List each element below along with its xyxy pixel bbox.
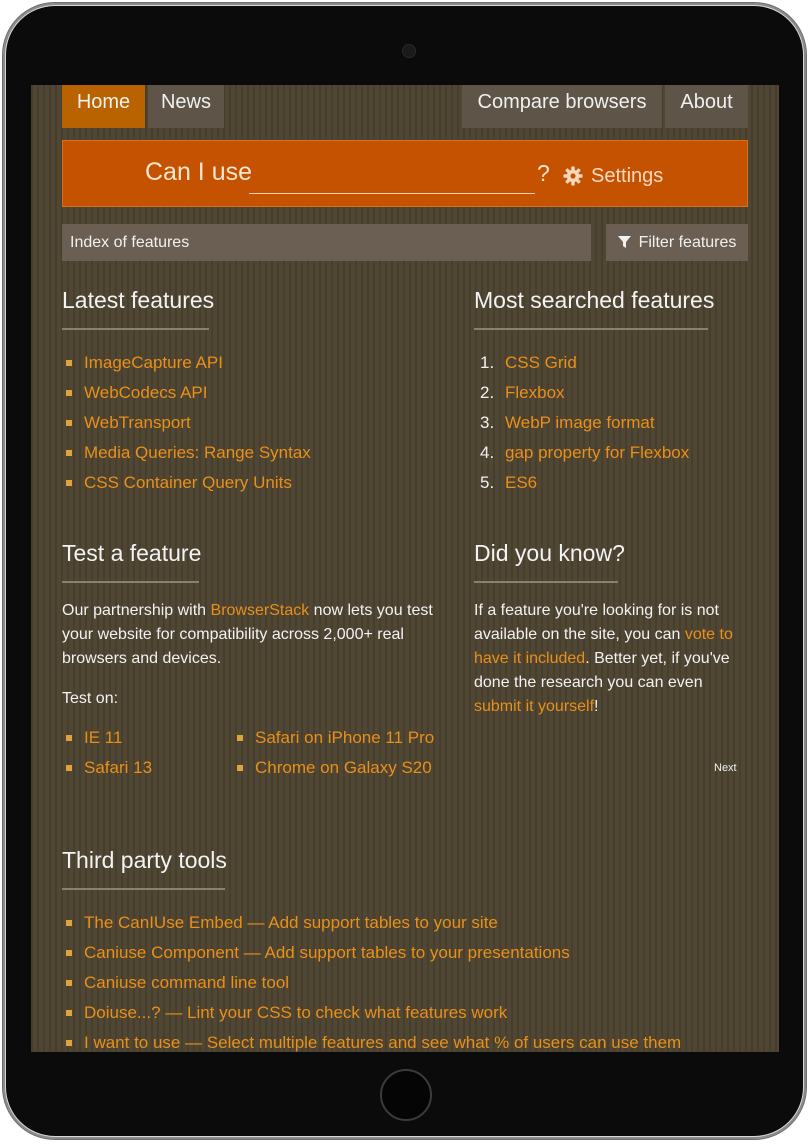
list-item[interactable]: WebTransport (62, 408, 311, 438)
did-you-know-title: Did you know? (474, 540, 618, 583)
camera-icon (402, 44, 416, 58)
top-nav (62, 85, 748, 128)
settings-button[interactable] (563, 161, 663, 191)
list-item[interactable]: 2. Flexbox (480, 383, 565, 402)
submit-link[interactable]: submit it yourself (474, 698, 595, 715)
list-item[interactable]: Caniuse Component — Add support tables to your presentations (62, 938, 681, 968)
settings-label: Settings (591, 164, 664, 187)
search-label: Can I use (145, 158, 253, 186)
index-of-features-link[interactable]: Index of features (62, 224, 591, 261)
nav-about[interactable]: About (665, 85, 748, 128)
filter-icon (618, 236, 631, 249)
search-banner (62, 140, 748, 207)
third-party-tools-title: Third party tools (62, 847, 225, 890)
filter-features-label: Filter features (638, 233, 737, 251)
list-item[interactable]: The CanIUse Embed — Add support tables to your site (62, 908, 681, 938)
list-item[interactable]: Safari 13 (62, 753, 152, 783)
test-on-label: Test on: (62, 690, 119, 707)
nav-compare-browsers[interactable]: Compare browsers (462, 85, 662, 128)
latest-features-list (62, 348, 311, 498)
list-item[interactable]: Doiuse...? — Lint your CSS to check what features work (62, 998, 681, 1028)
third-party-tools-list (62, 908, 681, 1052)
list-item[interactable]: CSS Container Query Units (62, 468, 311, 498)
list-item[interactable]: Chrome on Galaxy S20 (233, 753, 434, 783)
most-searched-title: Most searched features (474, 287, 708, 330)
list-item[interactable]: 1. CSS Grid (480, 353, 577, 372)
nav-news[interactable]: News (148, 85, 224, 128)
vote-link[interactable]: vote to have it included (474, 626, 733, 667)
list-item[interactable]: 3. WebP image format (480, 413, 655, 432)
browserstack-link[interactable]: BrowserStack (210, 602, 310, 619)
list-item[interactable]: ImageCapture API (62, 348, 311, 378)
did-you-know-text: If a feature you're looking for is not available on the site, you can vote to have it included. Better yet, if you've done the research you can even submit it yourself! (474, 602, 733, 715)
test-feature-title: Test a feature (62, 540, 199, 583)
gear-icon (563, 166, 583, 186)
next-button[interactable]: Next (714, 762, 737, 774)
test-browsers-left (62, 723, 152, 783)
list-item[interactable]: Media Queries: Range Syntax (62, 438, 311, 468)
search-input[interactable] (249, 159, 535, 194)
nav-home[interactable]: Home (62, 85, 145, 128)
list-item[interactable]: 5. ES6 (480, 473, 538, 492)
list-item[interactable]: WebCodecs API (62, 378, 311, 408)
screen (31, 85, 779, 1052)
latest-features-title: Latest features (62, 287, 209, 330)
list-item[interactable]: Safari on iPhone 11 Pro (233, 723, 434, 753)
home-button[interactable] (380, 1069, 432, 1121)
filter-features-button[interactable] (606, 224, 748, 261)
test-browsers-right (233, 723, 434, 783)
test-feature-text: Our partnership with BrowserStack now lets you test your website for compatibility across 2,000+ real browsers and devices. (62, 602, 433, 667)
list-item[interactable]: Caniuse command line tool (62, 968, 681, 998)
list-item[interactable]: 4. gap property for Flexbox (480, 443, 690, 462)
most-searched-list (480, 348, 689, 498)
search-question-mark: ? (537, 160, 550, 186)
list-item[interactable]: I want to use — Select multiple features and see what % of users can use them (62, 1028, 681, 1052)
list-item[interactable]: IE 11 (62, 723, 152, 753)
